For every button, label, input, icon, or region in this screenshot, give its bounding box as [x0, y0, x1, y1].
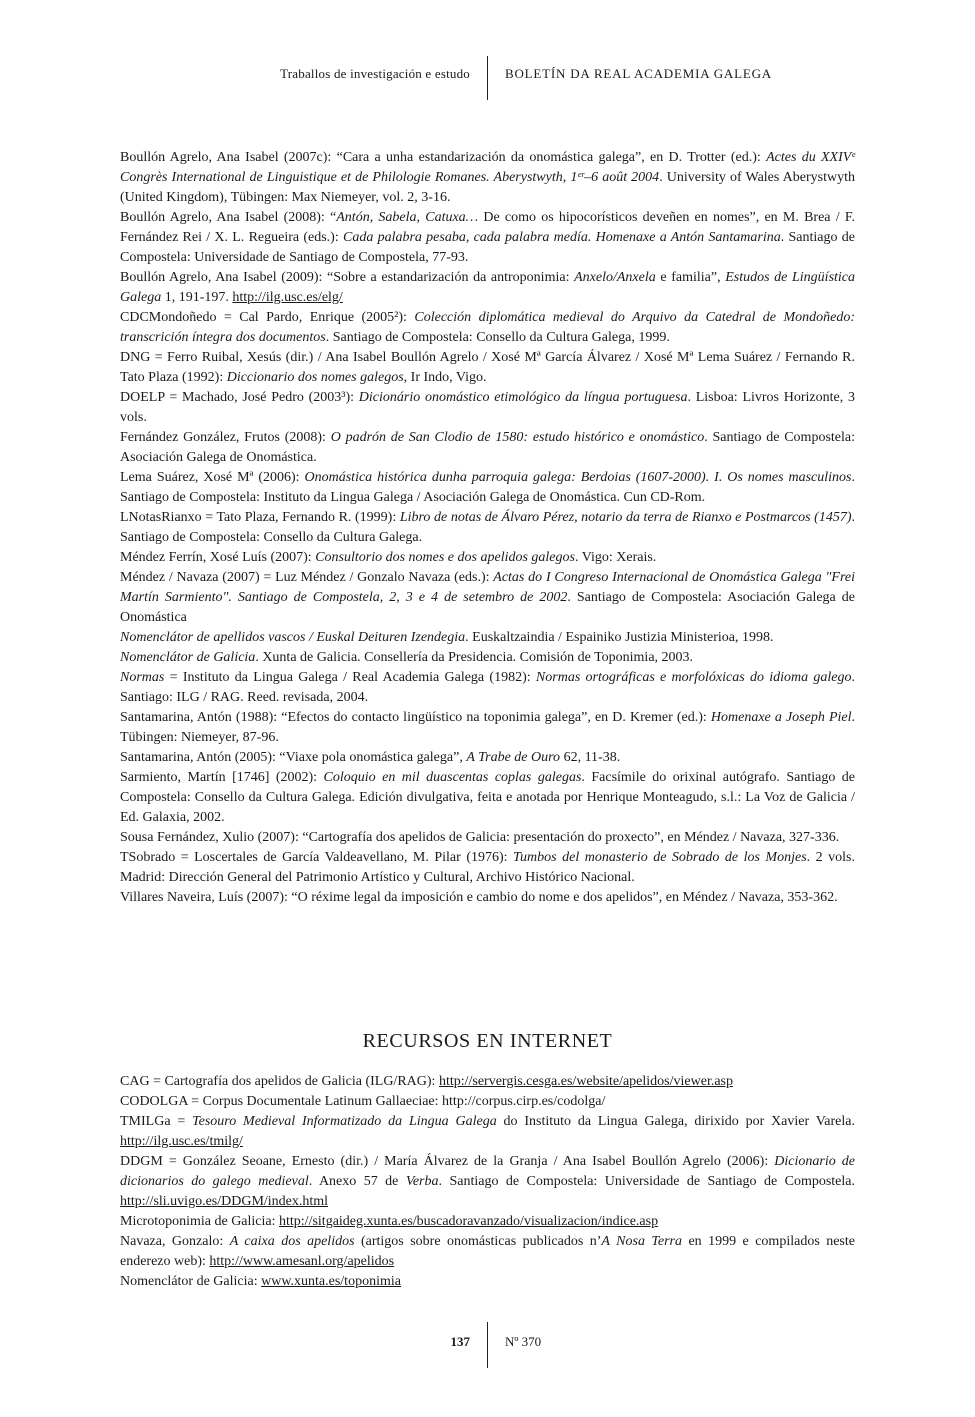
entry-text: Méndez / Navaza (2007) = Luz Méndez / Gonzalo Navaza (eds.):	[120, 570, 494, 585]
reference-entry	[120, 388, 855, 428]
reference-entry	[120, 828, 855, 848]
reference-entry	[120, 568, 855, 628]
footer-divider	[487, 1322, 488, 1368]
entry-text: Boullón Agrelo, Ana Isabel (2008): “	[120, 210, 337, 225]
url-link[interactable]: http://ilg.usc.es/tmilg/	[120, 1134, 243, 1149]
reference-entry	[120, 648, 855, 668]
reference-entry	[120, 468, 855, 508]
entry-text: . Santiago: ILG / RAG. Reed. revisada, 2004.	[120, 670, 855, 705]
entry-text: 62, 11-38.	[560, 750, 621, 765]
italic-title: Consultorio dos nomes e dos apelidos galegos	[315, 550, 575, 565]
italic-title: Nomenclátor de apellidos vascos / Euskal Deituren Izendegia	[120, 630, 466, 645]
resource-entry	[120, 1112, 855, 1152]
reference-entry	[120, 308, 855, 348]
reference-entry	[120, 848, 855, 888]
italic-title: A caixa dos apelidos	[229, 1234, 355, 1249]
reference-entry	[120, 548, 855, 568]
reference-entry	[120, 668, 855, 708]
entry-text: e familia”,	[655, 270, 726, 285]
italic-title: Libro de notas de Álvaro Pérez, notario da terra de Rianxo e Postmarcos (1457)	[399, 510, 852, 525]
entry-text: LNotasRianxo = Tato Plaza, Fernando R. (1999):	[120, 510, 400, 525]
resource-entry	[120, 1152, 855, 1212]
entry-text: . Euskaltzaindia / Espainiko Justizia Ministerioa, 1998.	[465, 630, 774, 645]
entry-text: Microtoponimia de Galicia:	[120, 1214, 280, 1229]
entry-text: en 1999 e compilados neste enderezo web):	[120, 1234, 855, 1269]
header-journal-title: BOLETÍN DA REAL ACADEMIA GALEGA	[505, 66, 772, 81]
entry-text: . Santiago de Compostela: Consello da Cultura Galega, 1999.	[325, 330, 670, 345]
italic-title: Tumbos del monasterio de Sobrado de los Monjes	[513, 850, 807, 865]
entry-text: . Xunta de Galicia. Consellería da Presidencia. Comisión de Toponimia, 2003.	[255, 650, 694, 665]
entry-text: . Santiago de Compostela: Consello da Cultura Galega.	[120, 510, 855, 545]
entry-text: . University of Wales Aberystwyth (United Kingdom), Tübingen: Max Niemeyer, vol. 2, 3-16.	[120, 170, 855, 205]
italic-title: Onomástica histórica dunha parroquia galega: Berdoias (1607-2000). I. Os nomes masculinos	[304, 470, 852, 485]
italic-title: Antón, Sabela, Catuxa…	[336, 210, 479, 225]
header-divider	[487, 56, 488, 100]
entry-text: Méndez Ferrín, Xosé Luís (2007):	[120, 550, 316, 565]
entry-text: 1, 191-197.	[161, 290, 233, 305]
entry-text: DNG = Ferro Ruibal, Xesús (dir.) / Ana Isabel Boullón Agrelo / Xosé Mª García Álvarez / Xosé Mª Lema Suárez / Fernando R. Tato Plaza (1992):	[120, 350, 855, 385]
entry-text: DDGM = González Seoane, Ernesto (dir.) / María Álvarez de la Granja / Ana Isabel Boullón Agrelo (2006):	[120, 1154, 775, 1169]
italic-title: Estudos de Lingüística Galega	[120, 270, 856, 305]
entry-text: Santamarina, Antón (2005): “Viaxe pola onomástica galega”,	[120, 750, 467, 765]
entry-text: DOELP = Machado, José Pedro (2003³):	[120, 390, 359, 405]
entry-text: . 2 vols. Madrid: Dirección General del Patrimonio Artístico y Cultural, Archivo Histórico Nacional.	[120, 850, 855, 885]
reference-entry	[120, 348, 855, 388]
entry-text: Navaza, Gonzalo:	[120, 1234, 230, 1249]
entry-text: CODOLGA = Corpus Documentale Latinum Gallaeciae: http://corpus.cirp.es/codolga/	[120, 1094, 606, 1109]
entry-text: Sousa Fernández, Xulio (2007): “Cartografía dos apelidos de Galicia: presentación do proxecto”, en Méndez / Navaza, 327-336.	[120, 830, 840, 845]
italic-title: Normas ortográficas e morfolóxicas do idioma galego	[535, 670, 852, 685]
entry-text: , Ir Indo, Vigo.	[403, 370, 487, 385]
reference-entry	[120, 888, 855, 908]
resource-entry	[120, 1092, 855, 1112]
entry-text: . Vigo: Xerais.	[574, 550, 657, 565]
resource-entry	[120, 1272, 855, 1292]
bibliography-list	[120, 148, 855, 908]
entry-text: TSobrado = Loscertales de García Valdeavellano, M. Pilar (1976):	[120, 850, 514, 865]
header-section-title: Traballos de investigación e estudo	[280, 66, 470, 81]
italic-title: Dicionário onomástico etimológico da língua portuguesa	[358, 390, 688, 405]
url-link[interactable]: www.xunta.es/toponimia	[261, 1274, 401, 1289]
url-link[interactable]: http://sli.uvigo.es/DDGM/index.html	[120, 1194, 329, 1209]
page-number: 137	[450, 1334, 470, 1349]
entry-text: . Santiago de Compostela: Asociación Galega de Onomástica	[120, 590, 856, 625]
reference-entry	[120, 748, 855, 768]
italic-title: Cada palabra pesaba, cada palabra medía. Homenaxe a Antón Santamarina	[342, 230, 781, 245]
italic-title: Diccionario dos nomes galegos	[226, 370, 404, 385]
entry-text: . Lisboa: Livros Horizonte, 3 vols.	[120, 390, 855, 425]
italic-title: Actes du XXIVᵉ Congrès International de Linguistique et de Philologie Romanes. Aberystwyth, 1ᵉʳ–6 août 2004	[120, 150, 855, 185]
italic-title: Tesouro Medieval Informatizado da Lingua Galega	[192, 1114, 497, 1129]
url-link[interactable]: http://sitgaideg.xunta.es/buscadoravanzado/visualizacion/indice.asp	[279, 1214, 659, 1229]
italic-title: Dicionario de dicionarios do galego medieval	[120, 1154, 855, 1189]
entry-text: . Santiago de Compostela: Instituto da Lingua Galega / Asociación Galega de Onomástica. Cun CD-Rom.	[120, 470, 855, 505]
section-heading: RECURSOS EN INTERNET	[362, 1030, 613, 1052]
url-link[interactable]: http://ilg.usc.es/elg/	[232, 290, 343, 305]
entry-text: do Instituto da Lingua Galega, dirixido por Xavier Varela.	[496, 1114, 855, 1129]
entry-text: TMILGa =	[120, 1114, 193, 1129]
reference-entry	[120, 768, 855, 828]
resource-entry	[120, 1212, 855, 1232]
resource-entry	[120, 1072, 855, 1092]
entry-text: Santamarina, Antón (1988): “Efectos do contacto lingüístico na toponimia galega”, en D. Kremer (ed.):	[120, 710, 711, 725]
italic-title: A Trabe de Ouro	[466, 750, 561, 765]
italic-title: A Nosa Terra	[601, 1234, 682, 1249]
entry-text: Fernández González, Frutos (2008):	[120, 430, 331, 445]
running-header	[0, 56, 975, 100]
resource-entry	[120, 1232, 855, 1272]
reference-entry	[120, 148, 855, 208]
reference-entry	[120, 628, 855, 648]
entry-text: CAG = Cartografía dos apelidos de Galicia (ILG/RAG):	[120, 1074, 439, 1089]
reference-entry	[120, 268, 855, 308]
entry-text: Sarmiento, Martín [1746] (2002):	[120, 770, 324, 785]
italic-title: Homenaxe a Joseph Piel	[710, 710, 852, 725]
entry-text: Villares Naveira, Luís (2007): “O réxime legal da imposición e cambio do nome e dos apelidos”, en Méndez / Navaza, 353-362.	[120, 890, 838, 905]
entry-text: . Santiago de Compostela: Universidade de Santiago de Compostela, 77-93.	[120, 230, 855, 265]
italic-title: Colección diplomática medieval do Arquivo da Catedral de Mondoñedo: transcrición íntegra dos documentos	[120, 310, 855, 345]
entry-text: Nomenclátor de Galicia:	[120, 1274, 262, 1289]
italic-title: Normas	[120, 670, 165, 685]
entry-text: . Facsímile do orixinal autógrafo. Santiago de Compostela: Consello da Cultura Galega. Edición divulgativa, feita e anotada por Henrique Monteagudo, s.l.: La Voz de Galicia / Ed. Galaxia, 2002.	[120, 770, 856, 825]
italic-title: Coloquio en mil duascentas coplas galegas	[323, 770, 582, 785]
issue-number: Nº 370	[505, 1334, 542, 1349]
entry-text: CDCMondoñedo = Cal Pardo, Enrique (2005²):	[120, 310, 415, 325]
entry-text: Lema Suárez, Xosé Mª (2006):	[120, 470, 305, 485]
italic-title: Verba	[405, 1174, 439, 1189]
italic-title: O padrón de San Clodio de 1580: estudo histórico e onomástico	[330, 430, 705, 445]
entry-text: . Anexo 57 de	[308, 1174, 406, 1189]
entry-text: . Santiago de Compostela: Asociación Galega de Onomástica.	[120, 430, 855, 465]
entry-text: . Tübingen: Niemeyer, 87-96.	[120, 710, 855, 745]
entry-text: Boullón Agrelo, Ana Isabel (2007c): “Cara a unha estandarización da onomástica galega”, en D. Trotter (ed.):	[120, 150, 767, 165]
reference-entry	[120, 508, 855, 548]
entry-text: (artigos sobre onomásticas publicados n’	[354, 1234, 602, 1249]
entry-text: De como os hipocorísticos deveñen en nomes”, en M. Brea / F. Fernández Rei / X. L. Regueira (eds.):	[120, 210, 856, 245]
entry-text: Boullón Agrelo, Ana Isabel (2009): “Sobre a estandarización da antroponimia:	[120, 270, 575, 285]
entry-text: = Instituto da Lingua Galega / Real Academia Galega (1982):	[164, 670, 536, 685]
italic-title: Anxelo/Anxela	[574, 270, 656, 285]
url-link[interactable]: http://servergis.cesga.es/website/apelidos/viewer.asp	[438, 1074, 733, 1089]
page-footer	[0, 1322, 975, 1368]
url-link[interactable]: http://www.amesanl.org/apelidos	[209, 1254, 395, 1269]
reference-entry	[120, 208, 855, 268]
reference-entry	[120, 428, 855, 468]
reference-entry	[120, 708, 855, 748]
italic-title: Nomenclátor de Galicia	[120, 650, 256, 665]
entry-text: . Santiago de Compostela: Universidade de Santiago de Compostela.	[438, 1174, 855, 1189]
internet-resources-list	[120, 1072, 855, 1292]
italic-title: Actas do I Congreso Internacional de Onomástica Galega "Frei Martín Sarmiento". Santiago de Compostela, 2, 3 e 4 de setembro de 2002	[120, 570, 855, 605]
